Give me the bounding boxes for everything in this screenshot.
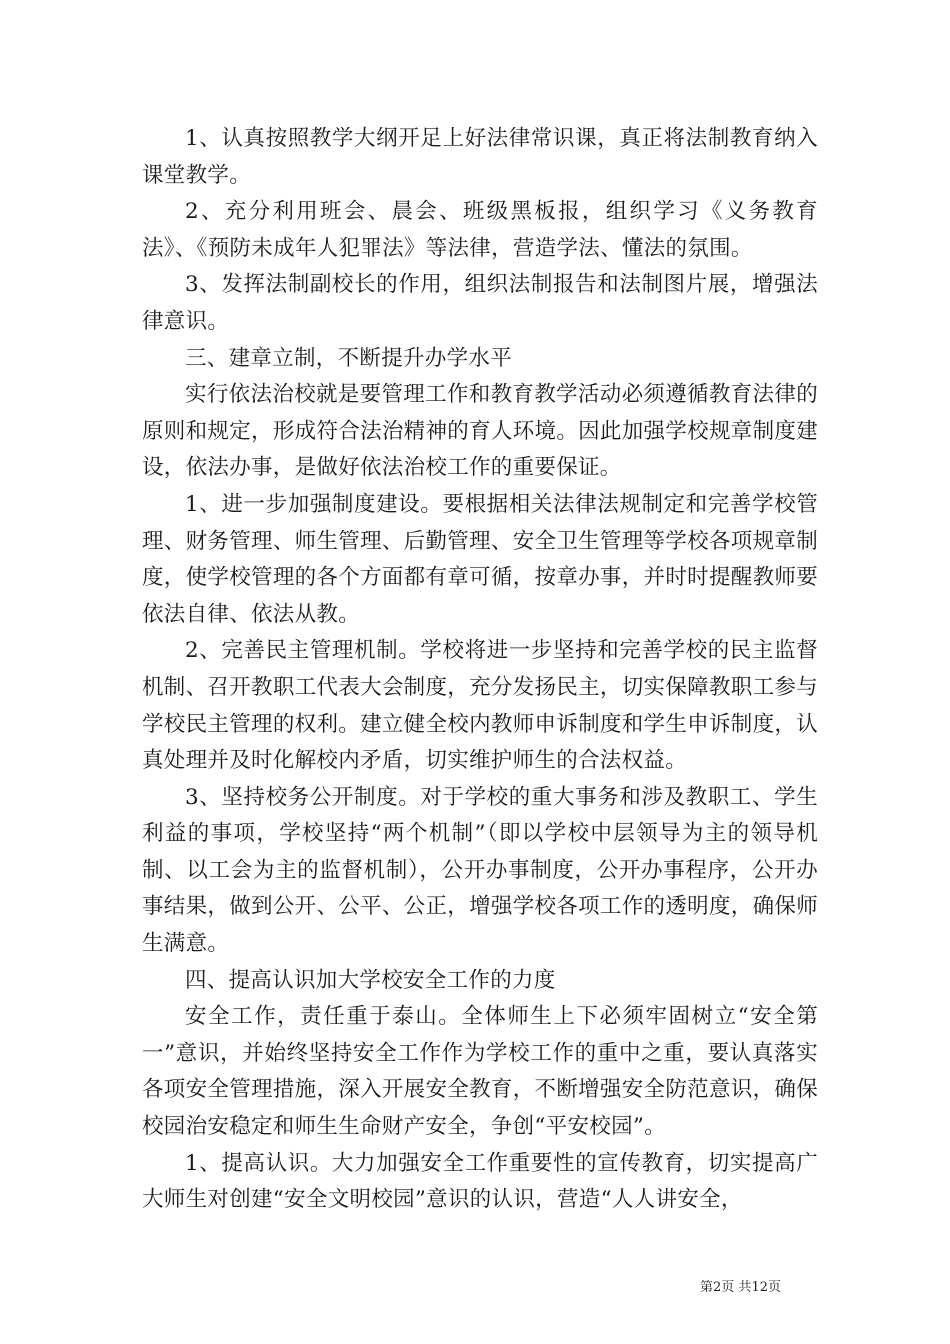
section-heading-4: 四、提高认识加大学校安全工作的力度 [185, 967, 556, 993]
section-heading-3: 三、建章立制，不断提升办学水平 [185, 345, 513, 371]
footer-prefix: 第 [700, 1280, 714, 1295]
footer-middle: 页 共 [721, 1280, 752, 1295]
paragraph-8: 安全工作，责任重于泰山。全体师生上下必须牢固树立“安全第一”意识，并始终坚持安全工作作为学校工作的重中之重，要认真落实各项安全管理措施，深入开展安全教育，不断增强安全防范意识，确保校园治安稳定和师生生命财产安全，争创“平安校园”。 [142, 1004, 818, 1140]
paragraph-1: 1、认真按照教学大纲开足上好法律常识课，真正将法制教育纳入课堂教学。 [142, 126, 818, 188]
paragraph-4: 实行依法治校就是要管理工作和教育教学活动必须遵循教育法律的原则和规定，形成符合法治精神的育人环境。因此加强学校规章制度建设，依法办事，是做好依法治校工作的重要保证。 [142, 382, 818, 481]
page-number-footer [700, 1276, 781, 1295]
footer-current-page: 2 [713, 1280, 722, 1295]
footer-suffix: 页 [767, 1280, 781, 1295]
paragraph-3: 3、发挥法制副校长的作用，组织法制报告和法制图片展，增强法律意识。 [142, 272, 818, 334]
paragraph-9: 1、提高认识。大力加强安全工作重要性的宣传教育，切实提高广大师生对创建“安全文明校园”意识的认识，营造“人人讲安全， [142, 1150, 818, 1213]
paragraph-5: 1、进一步加强制度建设。要根据相关法律法规制定和完善学校管理、财务管理、师生管理、后勤管理、安全卫生管理等学校各项规章制度，使学校管理的各个方面都有章可循，按章办事，并时时提醒教师要依法自律、依法从教。 [142, 491, 818, 627]
paragraph-6: 2、完善民主管理机制。学校将进一步坚持和完善学校的民主监督机制、召开教职工代表大会制度，充分发扬民主，切实保障教职工参与学校民主管理的权利。建立健全校内教师申诉制度和学生申诉制度，认真处理并及时化解校内矛盾，切实维护师生的合法权益。 [142, 638, 818, 774]
paragraph-7: 3、坚持校务公开制度。对于学校的重大事务和涉及教职工、学生利益的事项，学校坚持“两个机制”（即以学校中层领导为主的领导机制、以工会为主的监督机制），公开办事制度，公开办事程序，公开办事结果，做到公开、公平、公正，增强学校各项工作的透明度，确保师生满意。 [142, 784, 818, 957]
document-body [142, 121, 818, 1219]
footer-total-pages: 12 [751, 1280, 768, 1295]
paragraph-2: 2、充分利用班会、晨会、班级黑板报，组织学习《义务教育法》、《预防未成年人犯罪法》等法律，营造学法、懂法的氛围。 [142, 199, 818, 261]
